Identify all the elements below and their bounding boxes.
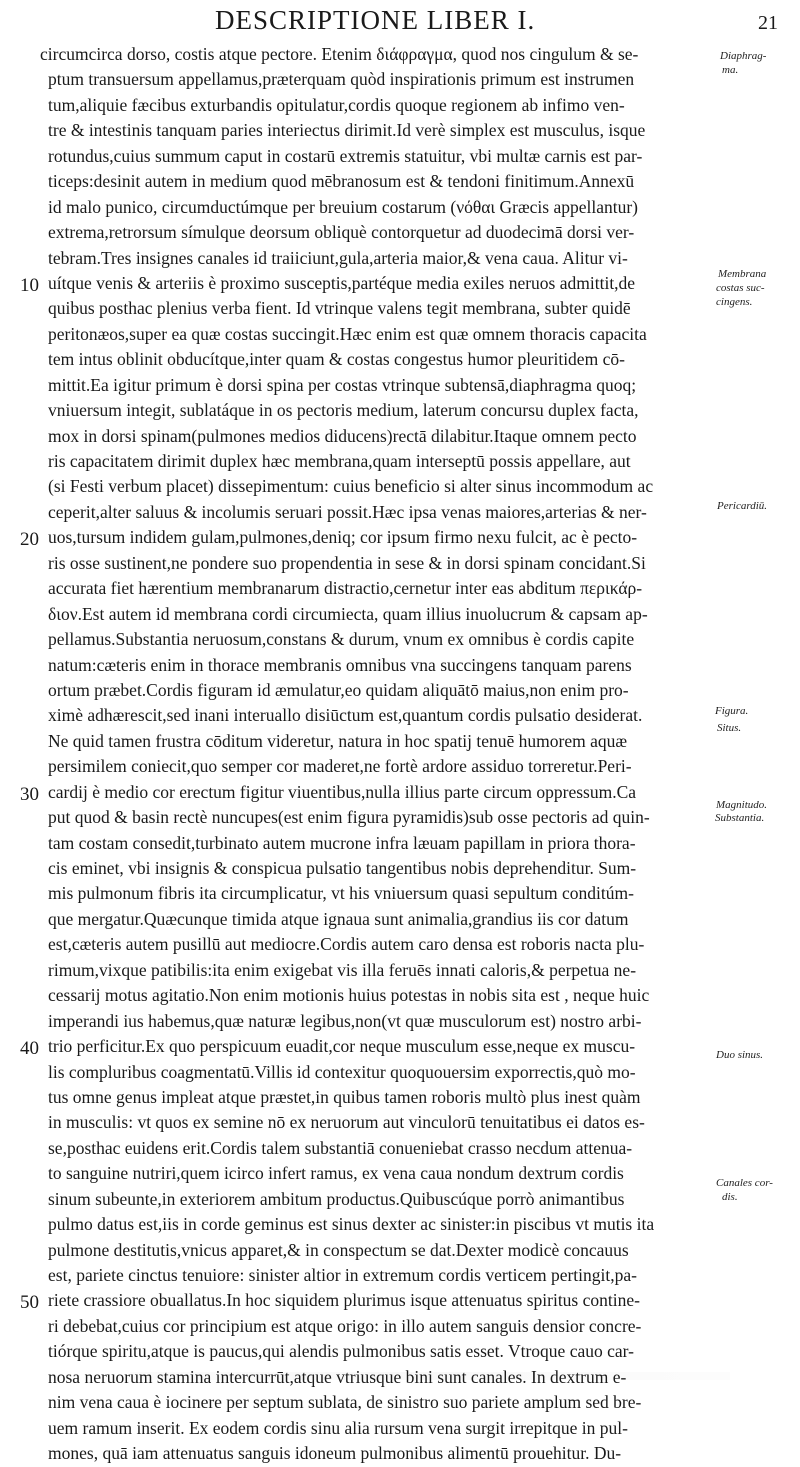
text-line [0, 93, 800, 118]
margin-note-duo-sinus: Duo sinus. [716, 1049, 764, 1061]
line-text: rotundus,cuius summum caput in costarū extremis statuitur, vbi multæ carnis est par- [48, 145, 643, 166]
line-text: ptum transuersum appellamus,præterquam quòd inspirationis primum est instrumen [48, 69, 635, 90]
text-line [0, 246, 800, 271]
line-text: cessarij motus agitatio.Non enim motionis huius potestas in nobis sita est , neque huic [48, 985, 650, 1006]
line-text: tem intus oblinit obducítque,inter quam & costas congestus humor pleuritidem cō- [48, 349, 625, 370]
line-text: vniuersum integit, sublatáque in os pectoris medium, laterum concursu duplex facta, [48, 400, 639, 421]
text-line [0, 1441, 800, 1466]
text-line [0, 1263, 800, 1288]
margin-note-diaphragma: Diaphrag- [720, 50, 767, 62]
line-text: persimilem coniecit,quo semper cor maderet,ne fortè ardore assiduo torreretur.Peri- [48, 756, 632, 777]
line-text: uos,tursum indidem gulam,pulmones,deniq; cor ipsum firmo nexu fulcit, ac è pecto- [48, 527, 638, 548]
line-text: tre & intestinis tanquam paries interiectus dirimit.Id verè simplex est musculus, isque [48, 120, 646, 141]
text-line [0, 678, 800, 703]
line-text: ceperit,alter saluus & incolumis seruari possit.Hæc ipsa venas maiores,arterias & ner- [48, 501, 647, 522]
margin-note-situs: Situs. [717, 722, 742, 734]
text-line [0, 1034, 800, 1059]
margin-note-canales: Canales cor- [716, 1177, 773, 1189]
line-text: nosa neruorum stamina intercurrūt,atque vtriusque bini sunt canales. In dextrum e- [48, 1366, 627, 1387]
text-line [0, 754, 800, 779]
line-text: ri debebat,cuius cor principium est atque origo: in illo autem sanguis densior concre- [48, 1315, 642, 1336]
text-line [0, 1161, 800, 1186]
line-text: cardij è medio cor erectum figitur viuentibus,nulla illius parte circum oppressum.Ca [48, 781, 637, 802]
line-text: cis eminet, vbi insignis & conspicua pulsatio tangentibus nobis deprehenditur. Sum- [48, 858, 637, 878]
text-line [0, 220, 800, 245]
text-line [0, 856, 800, 881]
text-line [0, 1212, 800, 1237]
line-text: id malo punico, circumductúmque per breuium costarum (νόθαι Græcis appellantur) [48, 196, 639, 217]
text-line [0, 1060, 800, 1085]
line-text: rimum,vixque patibilis:ita enim exigebat vis illa feruēs innati caloris,& perpetua ne- [48, 959, 637, 980]
text-line [0, 1085, 800, 1110]
line-text: tiórque spiritu,atque is paucus,qui alendis pulmonibus satis esset. Vtroque cauo car- [48, 1341, 634, 1362]
text-line [0, 195, 800, 220]
line-text: tus omne genus impleat atque præstet,in quibus tamen roboris multò plus inest quàm [48, 1086, 641, 1107]
text-line [0, 780, 800, 805]
line-text: (si Festi verbum placet) dissepimentum: cuius beneficio si alter sinus incommodum ac [48, 476, 654, 497]
text-line [0, 907, 800, 932]
line-text: riete crassiore obuallatus.In hoc siquidem plurimus isque attenuatus spiritus contine- [48, 1290, 640, 1311]
line-text: pulmone destitutis,vnicus apparet,& in conspectum se dat.Dexter modicè concauus [48, 1239, 629, 1260]
line-text: διον.Est autem id membrana cordi circumiecta, quam illius inuolucrum & capsam ap- [48, 603, 648, 624]
text-line [0, 1339, 800, 1364]
line-text: tam costam consedit,turbinato autem mucrone infra læuam papillam in priora thora- [48, 832, 636, 853]
text-line [0, 525, 800, 550]
body-text [0, 42, 800, 1467]
line-text: pulmo datus est,iis in corde geminus est sinus dexter ac sinister:in piscibus vt mutis ita [48, 1214, 655, 1235]
line-text: peritonæos,super ea quæ costas succingit.Hæc enim est quæ omnem thoracis capacita [48, 323, 647, 344]
line-text: mones, quā iam attenuatus sanguis idoneum pulmonibus alimentū prouehitur. Du- [48, 1443, 622, 1464]
text-line [0, 347, 800, 372]
line-text: tum,aliquie fæcibus exturbandis opitulatur,cordis quoque regionem ab infimo ven- [48, 94, 625, 115]
margin-note-diaphragma-cont: ma. [722, 64, 739, 76]
text-line [0, 653, 800, 678]
line-text: mox in dorsi spinam(pulmones medios diducens)rectā dilabitur.Itaque omnem pecto [48, 425, 637, 446]
text-line [0, 958, 800, 983]
text-line [0, 296, 800, 321]
text-line [0, 983, 800, 1008]
text-line [0, 602, 800, 627]
text-line [0, 1238, 800, 1263]
text-line [0, 1288, 800, 1313]
line-number: 40 [20, 1038, 39, 1060]
line-text: imperandi ius habemus,quæ naturæ legibus,non(vt quæ musculorum est) nostro arbi- [48, 1010, 642, 1031]
text-line [0, 118, 800, 143]
line-text: trio perficitur.Ex quo perspicuum euadit,cor neque musculum esse,neque ex muscu- [48, 1036, 636, 1057]
text-line [0, 322, 800, 347]
line-text: accurata fiet hærentium membranarum distractio,cernetur inter eas abditum περικάρ- [48, 578, 643, 599]
line-number: 30 [20, 783, 39, 805]
line-text: in musculis: vt quos ex semine nō ex neruorum aut vinculorū tenuitatibus ei datos es- [48, 1112, 645, 1133]
text-line [0, 1187, 800, 1212]
running-head: DESCRIPTIONE LIBER I. [215, 5, 536, 35]
bleed-through-shadow [130, 1372, 730, 1380]
line-text: natum:cæteris enim in thorace membranis omnibus vna succingens tanquam parens [48, 654, 632, 675]
text-line [0, 1136, 800, 1161]
line-text: pellamus.Substantia neruosum,constans & durum, vnum ex omnibus è cordis capite [48, 629, 635, 650]
line-text: se,posthac euidens erit.Cordis talem substantiā conueniebat crasso necdum attenua- [48, 1137, 633, 1158]
text-line [0, 703, 800, 728]
text-line [0, 831, 800, 856]
text-line [0, 1314, 800, 1339]
line-text: extrema,retrorsum símulque deorsum obliquè contorquetur ad duodecimā dorsi ver- [48, 222, 635, 243]
line-text: lis compluribus coagmentatū.Villis id contexitur quoquouersim exporrectis,quò mo- [48, 1061, 636, 1082]
margin-note-membrana-cont: costas suc- [716, 282, 765, 294]
line-text: quibus posthac plenius verba fient. Id vtrinque valens tegit membrana, subter quidē [48, 298, 631, 319]
line-text: est,cæteris autem pusillū aut mediocre.Cordis autem caro densa est roboris nacta plu- [48, 934, 645, 955]
line-text: tebram.Tres insignes canales id traiiciunt,gula,arteria maior,& vena caua. Alitur vi- [48, 247, 628, 268]
margin-note-membrana-end: cingens. [716, 296, 753, 308]
text-line [0, 729, 800, 754]
line-text: mis pulmonum fibris ita circumplicatur, vt his vniuersum quasi sepultum conditúm- [48, 883, 634, 904]
text-line [0, 398, 800, 423]
line-number: 50 [20, 1292, 39, 1314]
text-line [0, 551, 800, 576]
margin-note-membrana: Membrana [718, 268, 767, 280]
line-text: mittit.Ea igitur primum è dorsi spina per costas vtrinque subtensā,diaphragma quoq; [48, 374, 637, 395]
text-line [0, 627, 800, 652]
text-line [0, 474, 800, 499]
margin-note-canales-cont: dis. [722, 1191, 738, 1203]
line-text: circumcirca dorso, costis atque pectore. Etenim διάφραγμα, quod nos cingulum & se- [40, 44, 639, 64]
text-line [0, 67, 800, 92]
line-text: sinum subeunte,in exteriorem ambitum productus.Quibuscúque porrò animantibus [48, 1188, 625, 1209]
text-line [0, 1416, 800, 1441]
text-line [0, 271, 800, 296]
margin-note-magnitudo: Magnitudo. [716, 799, 768, 811]
text-line [0, 881, 800, 906]
line-text: nim vena caua è iocinere per septum sublata, de sinistro suo pariete amplum sed bre- [48, 1392, 642, 1413]
margin-note-pericardium: Pericardiū. [717, 500, 767, 512]
page-number: 21 [758, 12, 778, 34]
line-text: Ne quid tamen frustra cōditum videretur, natura in hoc spatij tenuē humorem aquæ [48, 730, 628, 751]
line-text: est, pariete cinctus tenuiore: sinister altior in extremum cordis verticem pertingit,pa- [48, 1265, 637, 1285]
text-line [0, 373, 800, 398]
text-line [0, 1009, 800, 1034]
line-text: put quod & basin rectè nuncupes(est enim figura pyramidis)sub osse pectoris ad quin- [48, 807, 650, 828]
line-text: ris osse sustinent,ne pondere suo propendentia in sese & in dorsi spinam concidant.Si [48, 552, 646, 573]
text-line [0, 932, 800, 957]
line-text: to sanguine nutriri,quem icirco infert ramus, ex vena caua nondum dextrum cordis [48, 1163, 624, 1184]
line-text: ximè adhærescit,sed inani interuallo disiūctum est,quantum cordis pulsatio desiderat. [48, 705, 643, 726]
line-text: ticeps:desinit autem in medium quod mēbranosum est & tendoni finitimum.Annexū [48, 171, 635, 192]
text-line [0, 449, 800, 474]
text-line [0, 1110, 800, 1135]
text-line [0, 805, 800, 830]
text-line [0, 42, 800, 67]
margin-note-figura: Figura. [715, 705, 749, 717]
margin-note-substantia: Substantia. [715, 812, 765, 824]
line-number: 20 [20, 529, 39, 551]
line-text: que mergatur.Quæcunque timida atque ignaua sunt animalia,grandius iis cor datum [48, 908, 629, 929]
text-line [0, 1390, 800, 1415]
line-number: 10 [20, 274, 39, 296]
line-text: uítque venis & arteriis è proximo susceptis,partéque media exiles neruos admittit,de [48, 272, 636, 293]
text-line [0, 500, 800, 525]
text-line [0, 424, 800, 449]
line-text: uem ramum inserit. Ex eodem cordis sinu alia rursum vena surgit irrepitque in pul- [48, 1417, 628, 1438]
text-line [0, 144, 800, 169]
text-line [0, 576, 800, 601]
line-text: ortum præbet.Cordis figuram id æmulatur,eo quidam aliquātō maius,non enim pro- [48, 679, 629, 700]
line-text: ris capacitatem dirimit duplex hæc membrana,quam interseptū possis appellare, aut [48, 451, 631, 471]
text-line [0, 169, 800, 194]
